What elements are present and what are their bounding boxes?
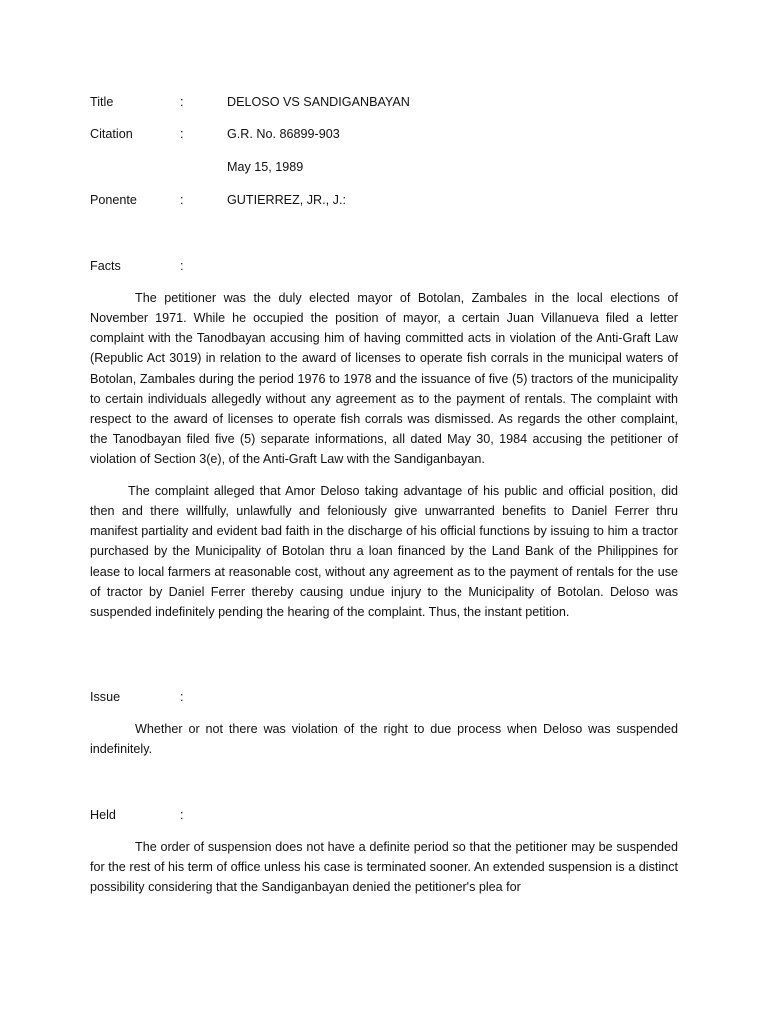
citation-colon: : xyxy=(180,127,184,141)
title-colon: : xyxy=(180,95,184,109)
ponente-colon: : xyxy=(180,193,184,207)
facts-label: Facts xyxy=(90,259,121,273)
issue-label: Issue xyxy=(90,690,121,704)
ponente-label: Ponente xyxy=(90,193,137,207)
issue-colon: : xyxy=(180,690,184,704)
issue-paragraph: Whether or not there was violation of the right to due process when Deloso was suspended indefinitely. xyxy=(90,722,678,757)
title-label: Title xyxy=(90,95,114,109)
citation-value: G.R. No. 86899-903 xyxy=(227,127,340,141)
citation-label: Citation xyxy=(90,127,133,141)
ponente-value: GUTIERREZ, JR., J.: xyxy=(227,193,346,207)
date-value: May 15, 1989 xyxy=(227,160,304,174)
facts-colon: : xyxy=(180,259,184,273)
facts-paragraph-1: The petitioner was the duly elected mayor of Botolan, Zambales in the local elections of November 1971. While he occupied the position of mayor, a certain Juan Villanueva filed a letter complaint with the Tanodbayan accusing him of having committed acts in violation of the Anti-Graft Law (Republic Act 3019) in relation to the award of licenses to operate fish corrals in the municipal waters of Botolan, Zambales during the period 1976 to 1978 and the issuance of five (5) tractors of the municipality to certain individuals allegedly without any agreement as to the payment of rentals. The complaint with respect to the award of licenses to operate fish corrals was dismissed. As regards the other complaint, the Tanodbayan filed five (5) separate informations, all dated May 30, 1984 accusing the petitioner of violation of Section 3(e), of the Anti-Graft Law with the Sandiganbayan. xyxy=(90,291,678,467)
title-value: DELOSO VS SANDIGANBAYAN xyxy=(227,95,410,109)
facts-paragraph-2: The complaint alleged that Amor Deloso taking advantage of his public and official position, did then and there willfully, unlawfully and feloniously give unwarranted benefits to Daniel Ferrer thru manifest partiality and evident bad faith in the discharge of his official functions by issuing to him a tractor purchased by the Municipality of Botolan thru a loan financed by the Land Bank of the Philippines for lease to local farmers at reasonable cost, without any agreement as to the payment of rentals for the use of tractor by Daniel Ferrer thereby causing undue injury to the Municipality of Botolan. Deloso was suspended indefinitely pending the hearing of the complaint. Thus, the instant petition. xyxy=(90,484,678,619)
held-colon: : xyxy=(180,808,184,822)
held-paragraph: The order of suspension does not have a definite period so that the petitioner may be suspended for the rest of his term of office unless his case is terminated sooner. An extended suspension is a distinct possibility considering that the Sandiganbayan denied the petitioner's plea for xyxy=(90,840,678,895)
held-label: Held xyxy=(90,808,116,822)
